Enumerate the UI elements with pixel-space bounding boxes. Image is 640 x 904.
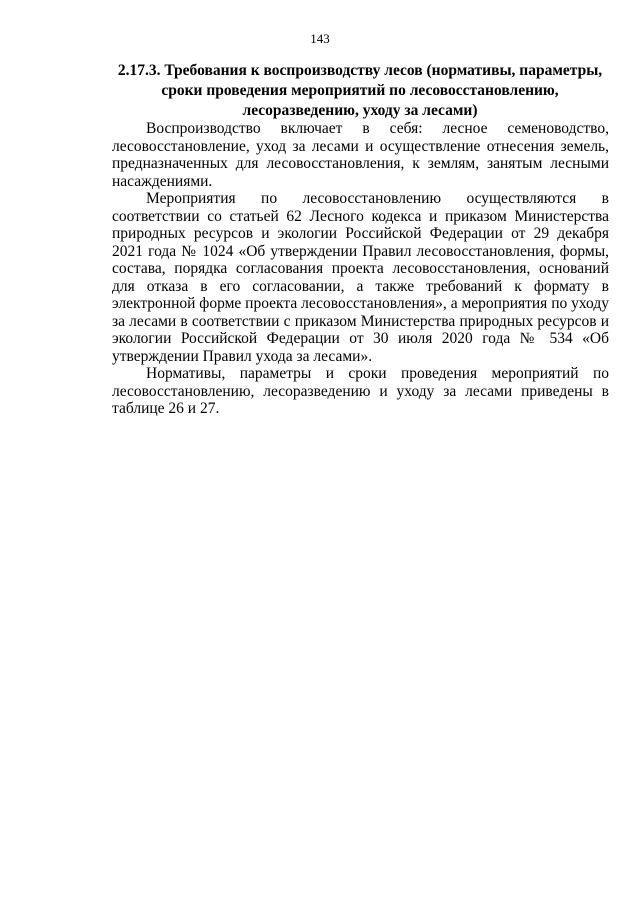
- section-heading: [112, 61, 608, 121]
- section-heading-line-2: сроки проведения мероприятий по лесовосстановлению,: [161, 82, 559, 99]
- paragraph-reproduction-scope: Воспроизводство включает в себя: лесное семеноводство, лесовосстановление, уход за лесами и осуществление отнесения земель, предназначенных для лесовосстановления, к землям, занятым лесными насаждениями.: [112, 120, 609, 190]
- paragraph-regulatory-basis: Мероприятия по лесовосстановлению осуществляются в соответствии со статьей 62 Лесного кодекса и приказом Министерства природных ресурсов и экологии Российской Федерации от 29 декабря 2021 года № 1024 «Об утверждении Правил лесовосстановления, формы, состава, порядка согласования проекта лесовосстановления, оснований для отказа в его согласовании, а также требований к формату в электронной форме проекта лесовосстановления», а мероприятия по уходу за лесами в соответствии с приказом Министерства природных ресурсов и экологии Российской Федерации от 30 июля 2020 года № 534 «Об утверждении Правил ухода за лесами».: [112, 190, 609, 365]
- page-number: 143: [310, 31, 330, 46]
- section-heading-line-3: лесоразведению, уходу за лесами): [242, 102, 478, 119]
- paragraph-table-reference: Нормативы, параметры и сроки проведения мероприятий по лесовосстановлению, лесоразведению и уходу за лесами приведены в таблице 26 и 27.: [112, 365, 609, 417]
- section-heading-line-1: 2.17.3. Требования к воспроизводству лесов (нормативы, параметры,: [117, 62, 603, 79]
- body-text: [112, 120, 609, 418]
